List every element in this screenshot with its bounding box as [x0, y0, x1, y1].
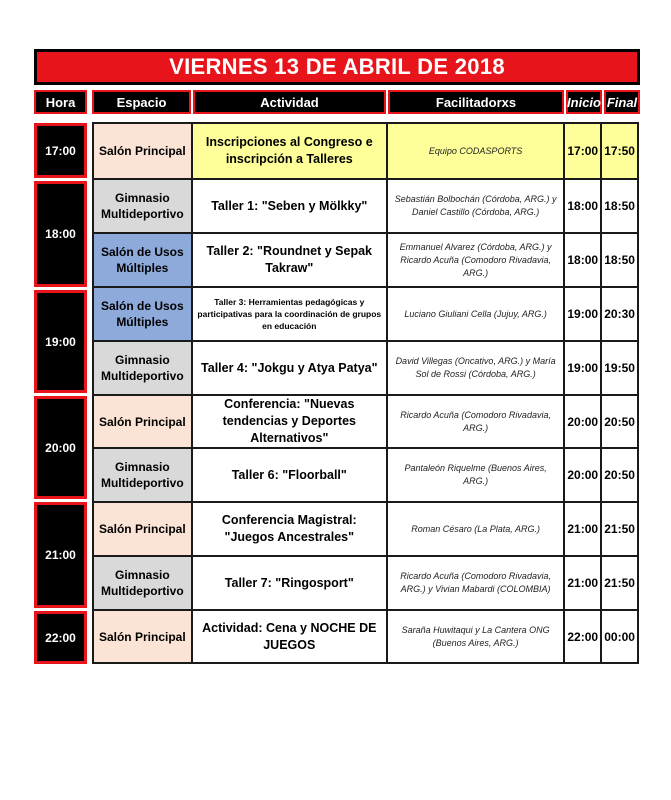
final-cell: 00:00 [602, 611, 639, 664]
hour-block: 17:00 [34, 123, 87, 178]
espacio-cell: Gimnasio Multideportivo [94, 449, 193, 503]
schedule-table [92, 122, 639, 664]
final-cell: 18:50 [602, 234, 639, 288]
final-cell: 19:50 [602, 342, 639, 396]
facilitadores-cell: Pantaleón Riquelme (Buenos Aires, ARG.) [388, 449, 565, 503]
header-espacio: Espacio [92, 90, 191, 114]
actividad-cell: Taller 2: "Roundnet y Sepak Takraw" [193, 234, 388, 288]
actividad-cell: Taller 4: "Jokgu y Atya Patya" [193, 342, 388, 396]
inicio-cell: 19:00 [565, 342, 602, 396]
espacio-cell: Gimnasio Multideportivo [94, 180, 193, 234]
table-row [94, 234, 639, 288]
inicio-cell: 18:00 [565, 234, 602, 288]
final-cell: 21:50 [602, 557, 639, 611]
table-row [94, 180, 639, 234]
hour-block: 21:00 [34, 502, 87, 608]
table-row [94, 611, 639, 664]
actividad-cell: Conferencia Magistral: "Juegos Ancestrales" [193, 503, 388, 557]
final-cell: 20:30 [602, 288, 639, 342]
facilitadores-cell: Ricardo Acuña (Comodoro Rivadavia, ARG.) [388, 396, 565, 449]
inicio-cell: 19:00 [565, 288, 602, 342]
facilitadores-cell: Emmanuel Alvarez (Córdoba, ARG.) y Ricardo Acuña (Comodoro Rivadavia, ARG.) [388, 234, 565, 288]
table-row [94, 396, 639, 449]
header-hora: Hora [34, 90, 87, 114]
header-inicio: Inicio [566, 90, 602, 114]
facilitadores-cell: Saraña Huwitaqui y La Cantera ONG (Buenos Aires, ARG.) [388, 611, 565, 664]
actividad-cell: Taller 7: "Ringosport" [193, 557, 388, 611]
inicio-cell: 22:00 [565, 611, 602, 664]
final-cell: 20:50 [602, 396, 639, 449]
actividad-cell: Taller 3: Herramientas pedagógicas y participativas para la coordinación de grupos en educación [193, 288, 388, 342]
espacio-cell: Salón Principal [94, 611, 193, 664]
table-row [94, 557, 639, 611]
facilitadores-cell: Ricardo Acuña (Comodoro Rivadavia, ARG.) y Vivian Mabardi (COLOMBIA) [388, 557, 565, 611]
facilitadores-cell: Luciano Giuliani Cella (Jujuy, ARG.) [388, 288, 565, 342]
table-row [94, 288, 639, 342]
table-row [94, 449, 639, 503]
actividad-cell: Conferencia: "Nuevas tendencias y Deportes Alternativos" [193, 396, 388, 449]
table-row [94, 124, 639, 180]
hour-block: 20:00 [34, 396, 87, 499]
actividad-cell: Actividad: Cena y NOCHE DE JUEGOS [193, 611, 388, 664]
header-facilitadores: Facilitadorxs [388, 90, 564, 114]
final-cell: 18:50 [602, 180, 639, 234]
espacio-cell: Salón Principal [94, 396, 193, 449]
inicio-cell: 21:00 [565, 557, 602, 611]
inicio-cell: 18:00 [565, 180, 602, 234]
table-row [94, 342, 639, 396]
hour-block: 18:00 [34, 181, 87, 287]
facilitadores-cell: Roman Césaro (La Plata, ARG.) [388, 503, 565, 557]
espacio-cell: Salón Principal [94, 503, 193, 557]
inicio-cell: 21:00 [565, 503, 602, 557]
facilitadores-cell: Sebastián Bolbochán (Córdoba, ARG.) y Daniel Castillo (Córdoba, ARG.) [388, 180, 565, 234]
actividad-cell: Taller 6: "Floorball" [193, 449, 388, 503]
inicio-cell: 20:00 [565, 449, 602, 503]
facilitadores-cell: Equipo CODASPORTS [388, 124, 565, 180]
hour-block: 22:00 [34, 611, 87, 664]
table-row [94, 503, 639, 557]
final-cell: 21:50 [602, 503, 639, 557]
header-actividad: Actividad [193, 90, 386, 114]
page-title: VIERNES 13 DE ABRIL DE 2018 [34, 49, 640, 85]
final-cell: 17:50 [602, 124, 639, 180]
actividad-cell: Inscripciones al Congreso e inscripción a Talleres [193, 124, 388, 180]
facilitadores-cell: David Villegas (Oncativo, ARG.) y María Sol de Rossi (Córdoba, ARG.) [388, 342, 565, 396]
espacio-cell: Salón de Usos Múltiples [94, 234, 193, 288]
espacio-cell: Gimnasio Multideportivo [94, 557, 193, 611]
espacio-cell: Gimnasio Multideportivo [94, 342, 193, 396]
inicio-cell: 20:00 [565, 396, 602, 449]
header-final: Final [604, 90, 640, 114]
espacio-cell: Salón Principal [94, 124, 193, 180]
inicio-cell: 17:00 [565, 124, 602, 180]
final-cell: 20:50 [602, 449, 639, 503]
hour-block: 19:00 [34, 290, 87, 393]
actividad-cell: Taller 1: "Seben y Mölkky" [193, 180, 388, 234]
espacio-cell: Salón de Usos Múltiples [94, 288, 193, 342]
